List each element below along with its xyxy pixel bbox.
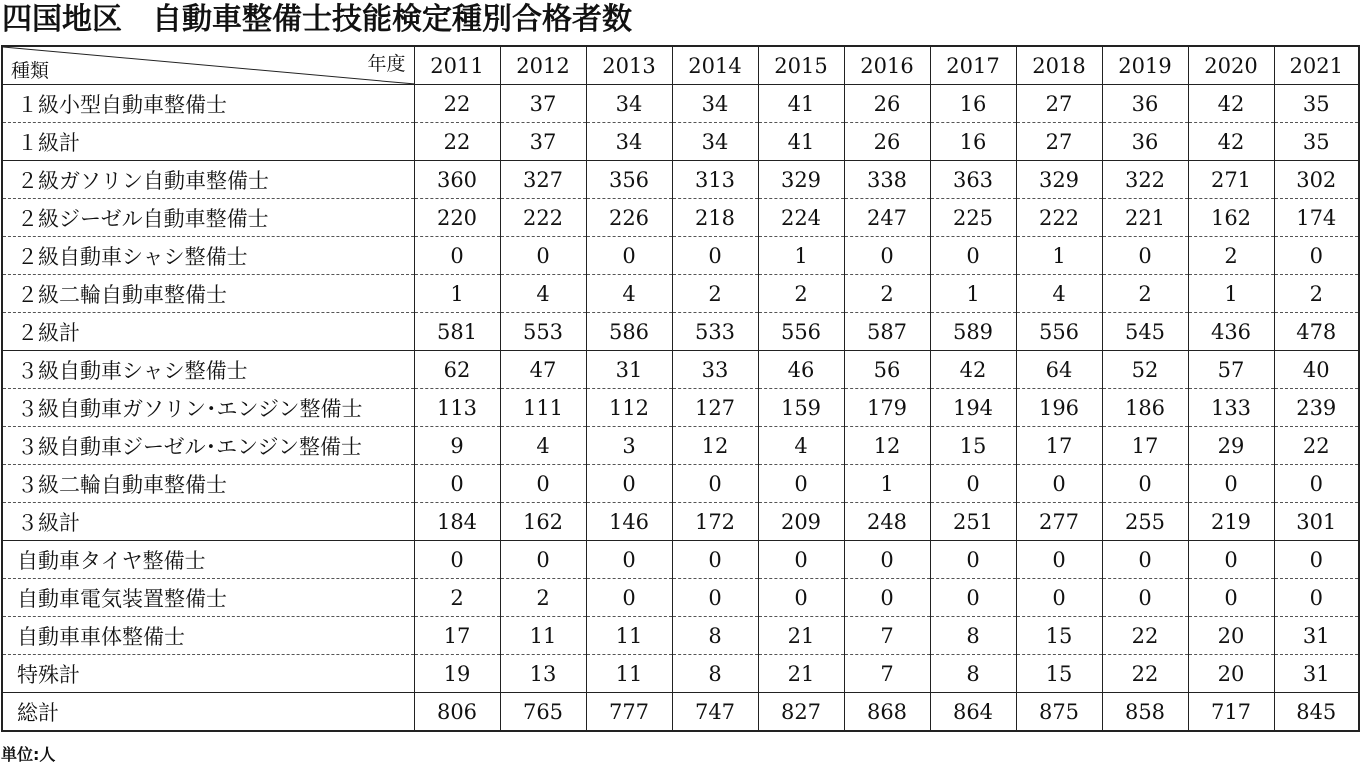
value-cell: 17 bbox=[1016, 427, 1102, 465]
table-row bbox=[2, 161, 1359, 199]
value-cell: 0 bbox=[414, 541, 500, 579]
value-cell: 589 bbox=[930, 313, 1016, 351]
value-cell: 545 bbox=[1102, 313, 1188, 351]
row-label: ２級計 bbox=[2, 313, 414, 351]
value-cell: 31 bbox=[1274, 655, 1359, 693]
value-cell: 40 bbox=[1274, 351, 1359, 389]
value-cell: 586 bbox=[586, 313, 672, 351]
value-cell: 0 bbox=[844, 541, 930, 579]
value-cell: 7 bbox=[844, 655, 930, 693]
value-cell: 747 bbox=[672, 693, 758, 732]
value-cell: 0 bbox=[414, 237, 500, 275]
corner-cell bbox=[2, 46, 414, 85]
value-cell: 553 bbox=[500, 313, 586, 351]
value-cell: 37 bbox=[500, 123, 586, 161]
value-cell: 194 bbox=[930, 389, 1016, 427]
value-cell: 271 bbox=[1188, 161, 1274, 199]
value-cell: 329 bbox=[758, 161, 844, 199]
value-cell: 436 bbox=[1188, 313, 1274, 351]
value-cell: 478 bbox=[1274, 313, 1359, 351]
value-cell: 255 bbox=[1102, 503, 1188, 541]
value-cell: 34 bbox=[586, 85, 672, 123]
year-header-2014: 2014 bbox=[672, 46, 758, 85]
table-row bbox=[2, 351, 1359, 389]
value-cell: 0 bbox=[586, 541, 672, 579]
table-row bbox=[2, 427, 1359, 465]
value-cell: 42 bbox=[1188, 85, 1274, 123]
row-label: ２級ガソリン自動車整備士 bbox=[2, 161, 414, 199]
value-cell: 17 bbox=[1102, 427, 1188, 465]
value-cell: 777 bbox=[586, 693, 672, 732]
row-label: ２級ジーゼル自動車整備士 bbox=[2, 199, 414, 237]
value-cell: 12 bbox=[844, 427, 930, 465]
table-row bbox=[2, 579, 1359, 617]
value-cell: 1 bbox=[844, 465, 930, 503]
value-cell: 29 bbox=[1188, 427, 1274, 465]
value-cell: 22 bbox=[414, 85, 500, 123]
value-cell: 26 bbox=[844, 85, 930, 123]
year-header-2018: 2018 bbox=[1016, 46, 1102, 85]
value-cell: 0 bbox=[1016, 465, 1102, 503]
value-cell: 196 bbox=[1016, 389, 1102, 427]
value-cell: 35 bbox=[1274, 85, 1359, 123]
value-cell: 34 bbox=[672, 123, 758, 161]
table-row bbox=[2, 275, 1359, 313]
value-cell: 0 bbox=[1102, 541, 1188, 579]
value-cell: 2 bbox=[844, 275, 930, 313]
value-cell: 26 bbox=[844, 123, 930, 161]
row-label: ３級二輪自動車整備士 bbox=[2, 465, 414, 503]
value-cell: 226 bbox=[586, 199, 672, 237]
value-cell: 225 bbox=[930, 199, 1016, 237]
value-cell: 57 bbox=[1188, 351, 1274, 389]
value-cell: 2 bbox=[414, 579, 500, 617]
value-cell: 0 bbox=[500, 237, 586, 275]
value-cell: 8 bbox=[930, 617, 1016, 655]
value-cell: 2 bbox=[1188, 237, 1274, 275]
value-cell: 159 bbox=[758, 389, 844, 427]
value-cell: 0 bbox=[1102, 465, 1188, 503]
value-cell: 16 bbox=[930, 85, 1016, 123]
value-cell: 360 bbox=[414, 161, 500, 199]
value-cell: 0 bbox=[1016, 579, 1102, 617]
value-cell: 0 bbox=[930, 541, 1016, 579]
row-label: 自動車タイヤ整備士 bbox=[2, 541, 414, 579]
value-cell: 4 bbox=[758, 427, 844, 465]
value-cell: 4 bbox=[500, 427, 586, 465]
value-cell: 0 bbox=[758, 579, 844, 617]
unit-note: 単位:人 bbox=[1, 745, 56, 764]
row-label: ３級自動車シャシ整備士 bbox=[2, 351, 414, 389]
value-cell: 21 bbox=[758, 617, 844, 655]
row-label: 総計 bbox=[2, 693, 414, 732]
value-cell: 184 bbox=[414, 503, 500, 541]
row-label: 自動車車体整備士 bbox=[2, 617, 414, 655]
value-cell: 277 bbox=[1016, 503, 1102, 541]
table-row bbox=[2, 313, 1359, 351]
value-cell: 22 bbox=[1102, 617, 1188, 655]
value-cell: 11 bbox=[500, 617, 586, 655]
value-cell: 27 bbox=[1016, 85, 1102, 123]
value-cell: 1 bbox=[1016, 237, 1102, 275]
table-row bbox=[2, 541, 1359, 579]
value-cell: 0 bbox=[1274, 541, 1359, 579]
value-cell: 36 bbox=[1102, 123, 1188, 161]
value-cell: 2 bbox=[1274, 275, 1359, 313]
value-cell: 0 bbox=[930, 237, 1016, 275]
value-cell: 2 bbox=[672, 275, 758, 313]
table-row bbox=[2, 237, 1359, 275]
value-cell: 0 bbox=[1274, 237, 1359, 275]
row-label: ２級自動車シャシ整備士 bbox=[2, 237, 414, 275]
value-cell: 22 bbox=[414, 123, 500, 161]
value-cell: 806 bbox=[414, 693, 500, 732]
row-label: ３級自動車ジーゼル･エンジン整備士 bbox=[2, 427, 414, 465]
value-cell: 0 bbox=[500, 541, 586, 579]
value-cell: 322 bbox=[1102, 161, 1188, 199]
value-cell: 0 bbox=[844, 237, 930, 275]
row-label: ３級計 bbox=[2, 503, 414, 541]
value-cell: 0 bbox=[1016, 541, 1102, 579]
year-header-2015: 2015 bbox=[758, 46, 844, 85]
value-cell: 11 bbox=[586, 617, 672, 655]
value-cell: 0 bbox=[1188, 579, 1274, 617]
value-cell: 112 bbox=[586, 389, 672, 427]
value-cell: 222 bbox=[500, 199, 586, 237]
value-cell: 221 bbox=[1102, 199, 1188, 237]
page-title: 四国地区 自動車整備士技能検定種別合格者数 bbox=[2, 2, 632, 37]
table-row bbox=[2, 465, 1359, 503]
value-cell: 0 bbox=[500, 465, 586, 503]
value-cell: 16 bbox=[930, 123, 1016, 161]
value-cell: 0 bbox=[672, 465, 758, 503]
year-header-2016: 2016 bbox=[844, 46, 930, 85]
value-cell: 301 bbox=[1274, 503, 1359, 541]
value-cell: 0 bbox=[1102, 579, 1188, 617]
value-cell: 174 bbox=[1274, 199, 1359, 237]
table-row bbox=[2, 655, 1359, 693]
corner-year-label: 年度 bbox=[367, 53, 406, 75]
pass-count-table bbox=[1, 45, 1360, 732]
value-cell: 329 bbox=[1016, 161, 1102, 199]
value-cell: 15 bbox=[1016, 617, 1102, 655]
value-cell: 22 bbox=[1102, 655, 1188, 693]
row-label: １級小型自動車整備士 bbox=[2, 85, 414, 123]
value-cell: 222 bbox=[1016, 199, 1102, 237]
value-cell: 133 bbox=[1188, 389, 1274, 427]
value-cell: 0 bbox=[844, 579, 930, 617]
value-cell: 3 bbox=[586, 427, 672, 465]
value-cell: 0 bbox=[1188, 465, 1274, 503]
value-cell: 251 bbox=[930, 503, 1016, 541]
value-cell: 22 bbox=[1274, 427, 1359, 465]
value-cell: 20 bbox=[1188, 617, 1274, 655]
value-cell: 4 bbox=[1016, 275, 1102, 313]
value-cell: 162 bbox=[1188, 199, 1274, 237]
value-cell: 0 bbox=[930, 465, 1016, 503]
value-cell: 0 bbox=[586, 465, 672, 503]
value-cell: 587 bbox=[844, 313, 930, 351]
value-cell: 8 bbox=[672, 655, 758, 693]
value-cell: 363 bbox=[930, 161, 1016, 199]
table-row bbox=[2, 693, 1359, 732]
value-cell: 21 bbox=[758, 655, 844, 693]
value-cell: 7 bbox=[844, 617, 930, 655]
value-cell: 31 bbox=[586, 351, 672, 389]
value-cell: 19 bbox=[414, 655, 500, 693]
value-cell: 1 bbox=[930, 275, 1016, 313]
table-row bbox=[2, 617, 1359, 655]
value-cell: 845 bbox=[1274, 693, 1359, 732]
value-cell: 875 bbox=[1016, 693, 1102, 732]
value-cell: 556 bbox=[1016, 313, 1102, 351]
value-cell: 858 bbox=[1102, 693, 1188, 732]
value-cell: 35 bbox=[1274, 123, 1359, 161]
year-header-2021: 2021 bbox=[1274, 46, 1359, 85]
value-cell: 0 bbox=[586, 579, 672, 617]
year-header-2017: 2017 bbox=[930, 46, 1016, 85]
value-cell: 313 bbox=[672, 161, 758, 199]
corner-type-label: 種類 bbox=[11, 60, 50, 82]
value-cell: 0 bbox=[1188, 541, 1274, 579]
value-cell: 11 bbox=[586, 655, 672, 693]
value-cell: 0 bbox=[1102, 237, 1188, 275]
year-header-2013: 2013 bbox=[586, 46, 672, 85]
value-cell: 533 bbox=[672, 313, 758, 351]
value-cell: 146 bbox=[586, 503, 672, 541]
row-label: 特殊計 bbox=[2, 655, 414, 693]
value-cell: 356 bbox=[586, 161, 672, 199]
value-cell: 0 bbox=[586, 237, 672, 275]
value-cell: 1 bbox=[758, 237, 844, 275]
value-cell: 42 bbox=[930, 351, 1016, 389]
value-cell: 247 bbox=[844, 199, 930, 237]
year-header-2012: 2012 bbox=[500, 46, 586, 85]
value-cell: 15 bbox=[1016, 655, 1102, 693]
value-cell: 20 bbox=[1188, 655, 1274, 693]
value-cell: 172 bbox=[672, 503, 758, 541]
value-cell: 9 bbox=[414, 427, 500, 465]
value-cell: 56 bbox=[844, 351, 930, 389]
value-cell: 17 bbox=[414, 617, 500, 655]
table-row bbox=[2, 123, 1359, 161]
value-cell: 46 bbox=[758, 351, 844, 389]
value-cell: 127 bbox=[672, 389, 758, 427]
value-cell: 113 bbox=[414, 389, 500, 427]
value-cell: 765 bbox=[500, 693, 586, 732]
value-cell: 111 bbox=[500, 389, 586, 427]
value-cell: 1 bbox=[414, 275, 500, 313]
value-cell: 327 bbox=[500, 161, 586, 199]
table-row bbox=[2, 199, 1359, 237]
value-cell: 47 bbox=[500, 351, 586, 389]
row-label: ２級二輪自動車整備士 bbox=[2, 275, 414, 313]
value-cell: 41 bbox=[758, 85, 844, 123]
value-cell: 41 bbox=[758, 123, 844, 161]
year-header-2019: 2019 bbox=[1102, 46, 1188, 85]
value-cell: 64 bbox=[1016, 351, 1102, 389]
diagonal-divider bbox=[3, 47, 414, 84]
value-cell: 220 bbox=[414, 199, 500, 237]
value-cell: 186 bbox=[1102, 389, 1188, 427]
value-cell: 34 bbox=[672, 85, 758, 123]
value-cell: 36 bbox=[1102, 85, 1188, 123]
table-row bbox=[2, 85, 1359, 123]
value-cell: 2 bbox=[758, 275, 844, 313]
value-cell: 2 bbox=[500, 579, 586, 617]
value-cell: 0 bbox=[1274, 579, 1359, 617]
value-cell: 34 bbox=[586, 123, 672, 161]
value-cell: 52 bbox=[1102, 351, 1188, 389]
row-label: ３級自動車ガソリン･エンジン整備士 bbox=[2, 389, 414, 427]
value-cell: 162 bbox=[500, 503, 586, 541]
value-cell: 0 bbox=[414, 465, 500, 503]
value-cell: 827 bbox=[758, 693, 844, 732]
value-cell: 0 bbox=[758, 465, 844, 503]
header-row bbox=[2, 46, 1359, 85]
year-header-2020: 2020 bbox=[1188, 46, 1274, 85]
value-cell: 37 bbox=[500, 85, 586, 123]
value-cell: 31 bbox=[1274, 617, 1359, 655]
value-cell: 4 bbox=[500, 275, 586, 313]
value-cell: 42 bbox=[1188, 123, 1274, 161]
value-cell: 302 bbox=[1274, 161, 1359, 199]
value-cell: 0 bbox=[672, 237, 758, 275]
value-cell: 239 bbox=[1274, 389, 1359, 427]
value-cell: 33 bbox=[672, 351, 758, 389]
row-label: １級計 bbox=[2, 123, 414, 161]
value-cell: 62 bbox=[414, 351, 500, 389]
value-cell: 15 bbox=[930, 427, 1016, 465]
value-cell: 581 bbox=[414, 313, 500, 351]
value-cell: 0 bbox=[1274, 465, 1359, 503]
year-header-2011: 2011 bbox=[414, 46, 500, 85]
value-cell: 0 bbox=[672, 541, 758, 579]
value-cell: 868 bbox=[844, 693, 930, 732]
value-cell: 0 bbox=[672, 579, 758, 617]
value-cell: 864 bbox=[930, 693, 1016, 732]
value-cell: 556 bbox=[758, 313, 844, 351]
value-cell: 2 bbox=[1102, 275, 1188, 313]
value-cell: 4 bbox=[586, 275, 672, 313]
value-cell: 8 bbox=[672, 617, 758, 655]
value-cell: 0 bbox=[758, 541, 844, 579]
value-cell: 1 bbox=[1188, 275, 1274, 313]
value-cell: 338 bbox=[844, 161, 930, 199]
value-cell: 0 bbox=[930, 579, 1016, 617]
value-cell: 209 bbox=[758, 503, 844, 541]
value-cell: 179 bbox=[844, 389, 930, 427]
value-cell: 219 bbox=[1188, 503, 1274, 541]
value-cell: 224 bbox=[758, 199, 844, 237]
value-cell: 717 bbox=[1188, 693, 1274, 732]
value-cell: 8 bbox=[930, 655, 1016, 693]
table-row bbox=[2, 389, 1359, 427]
table-row bbox=[2, 503, 1359, 541]
value-cell: 218 bbox=[672, 199, 758, 237]
value-cell: 13 bbox=[500, 655, 586, 693]
value-cell: 248 bbox=[844, 503, 930, 541]
value-cell: 27 bbox=[1016, 123, 1102, 161]
row-label: 自動車電気装置整備士 bbox=[2, 579, 414, 617]
value-cell: 12 bbox=[672, 427, 758, 465]
